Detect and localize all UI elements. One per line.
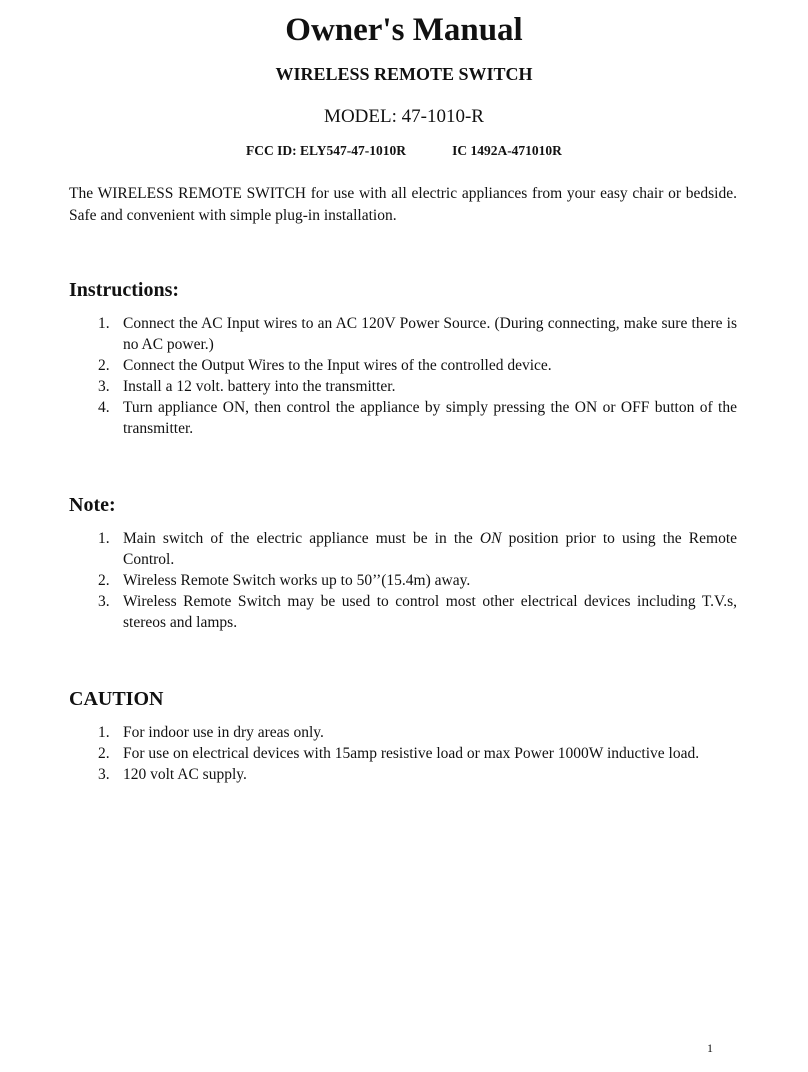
list-item [69, 722, 737, 743]
note-heading: Note: [69, 494, 116, 516]
item-text: Turn appliance ON, then control the appliance by simply pressing the ON or OFF button of the transmitter. [123, 399, 737, 437]
item-number: 2. [98, 357, 110, 374]
instructions-heading: Instructions: [69, 279, 180, 301]
instructions-list [69, 313, 737, 439]
item-number: 2. [98, 745, 110, 762]
item-number: 3. [98, 378, 110, 395]
item-number: 2. [98, 572, 110, 589]
item-text: Connect the Output Wires to the Input wires of the controlled device. [123, 357, 552, 374]
item-text: Wireless Remote Switch may be used to control most other electrical devices including T.V.s, stereos and lamps. [123, 593, 737, 631]
item-number: 1. [98, 530, 110, 547]
page-number: 1 [707, 1041, 713, 1055]
item-text: For indoor use in dry areas only. [123, 724, 324, 741]
item-number: 3. [98, 593, 110, 610]
regulatory-ids [0, 143, 808, 159]
emphasis-on: ON [479, 530, 502, 547]
list-item [69, 313, 737, 355]
list-item [69, 764, 737, 785]
item-text: Connect the AC Input wires to an AC 120V Power Source. (During connecting, make sure there is no AC power.) [123, 315, 737, 353]
product-name: WIRELESS REMOTE SWITCH [275, 64, 533, 84]
list-item [69, 743, 737, 764]
item-text: Wireless Remote Switch works up to 50’’(15.4m) away. [123, 572, 471, 589]
list-item [69, 591, 737, 633]
caution-heading: CAUTION [69, 688, 164, 710]
page-title: Owner's Manual [285, 12, 523, 48]
list-item [69, 528, 737, 570]
ic-id: IC 1492A-471010R [452, 143, 562, 158]
list-item [69, 570, 737, 591]
note-list [69, 528, 737, 633]
item-text: Main switch of the electric appliance must be in the ON position prior to using the Remote Control. [123, 530, 737, 568]
item-number: 4. [98, 399, 110, 416]
list-item [69, 376, 737, 397]
item-text: Install a 12 volt. battery into the transmitter. [123, 378, 396, 395]
item-text: 120 volt AC supply. [123, 766, 247, 783]
list-item [69, 397, 737, 439]
intro-paragraph: The WIRELESS REMOTE SWITCH for use with all electric appliances from your easy chair or bedside. Safe and convenient with simple plug-in installation. [69, 185, 737, 224]
list-item [69, 355, 737, 376]
item-number: 1. [98, 315, 110, 332]
item-number: 3. [98, 766, 110, 783]
model-number: MODEL: 47-1010-R [324, 106, 484, 127]
fcc-id: FCC ID: ELY547-47-1010R [246, 143, 407, 158]
item-number: 1. [98, 724, 110, 741]
caution-list [69, 722, 737, 785]
item-text: For use on electrical devices with 15amp resistive load or max Power 1000W inductive load. [123, 745, 700, 762]
